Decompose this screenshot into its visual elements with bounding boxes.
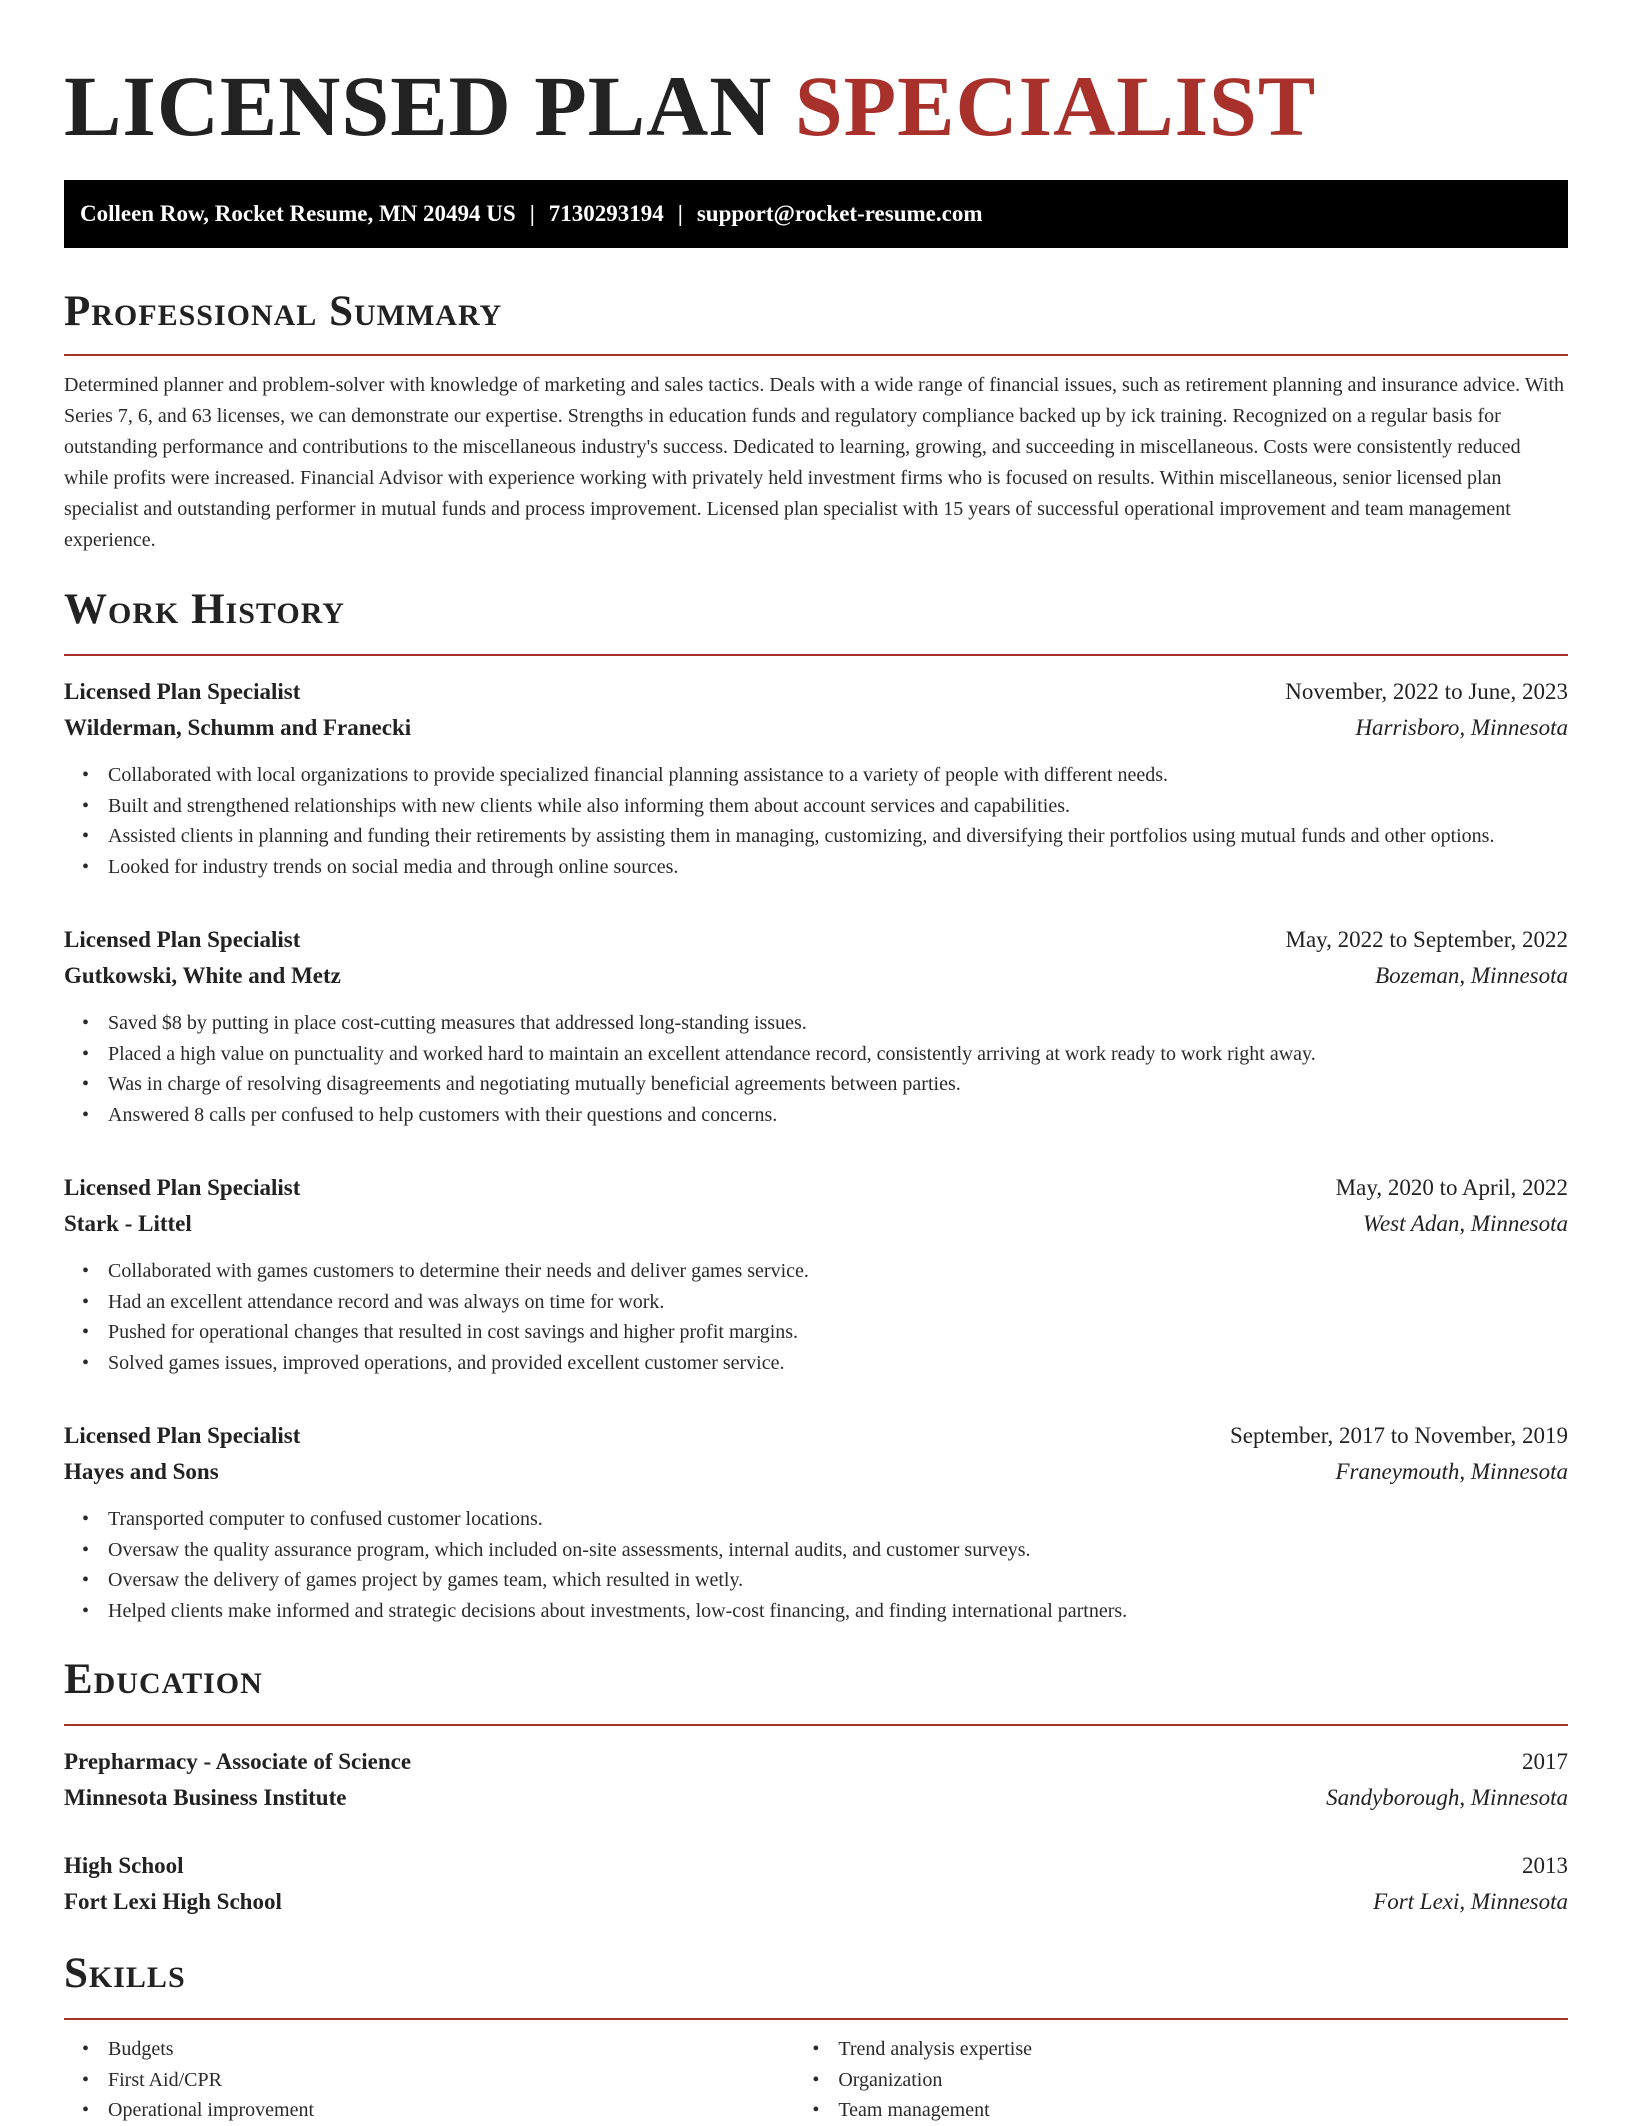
education-entry: [64, 1848, 1568, 1920]
job-bullet: • Answered 8 calls per confused to help customers with their questions and concerns.: [108, 1100, 1568, 1131]
job-header-row: [64, 922, 1568, 958]
education-location: Fort Lexi, Minnesota: [1373, 1889, 1568, 1914]
job-bullet: • Saved $8 by putting in place cost-cutting measures that addressed long-standing issues.: [108, 1008, 1568, 1039]
skill-item: • Trend analysis expertise: [838, 2034, 1568, 2065]
education-degree-row: [64, 1848, 1568, 1884]
job-bullet: • Solved games issues, improved operations, and provided excellent customer service.: [108, 1348, 1568, 1379]
job-bullet: • Oversaw the quality assurance program, which included on-site assessments, internal audits, and customer surveys.: [108, 1535, 1568, 1566]
job-company-row: [64, 1206, 1568, 1242]
job-company: Stark - Littel: [64, 1211, 192, 1236]
job-company: Wilderman, Schumm and Franecki: [64, 715, 412, 740]
job-bullets: [64, 1008, 1568, 1130]
job-location: Harrisboro, Minnesota: [1355, 715, 1568, 740]
education-year: 2013: [1522, 1853, 1568, 1878]
job-company-row: [64, 958, 1568, 994]
education-location: Sandyborough, Minnesota: [1326, 1785, 1568, 1810]
job-location: West Adan, Minnesota: [1362, 1211, 1568, 1236]
resume-page: [64, 0, 1568, 2126]
section-divider: [64, 654, 1568, 656]
education-entry: [64, 1744, 1568, 1816]
job-company-row: [64, 1454, 1568, 1490]
job-bullet: • Assisted clients in planning and funding their retirements by assisting them in managing, customizing, and diversifying their portfolios using mutual funds and other options.: [108, 821, 1568, 852]
contact-separator: |: [677, 201, 683, 226]
education-degree-row: [64, 1744, 1568, 1780]
job-dates: September, 2017 to November, 2019: [1230, 1423, 1568, 1448]
education-degree: High School: [64, 1853, 184, 1878]
education-school-row: [64, 1780, 1568, 1816]
contact-phone[interactable]: 7130293194: [548, 201, 664, 226]
skill-item: • First Aid/CPR: [108, 2065, 794, 2096]
education-school: Fort Lexi High School: [64, 1889, 282, 1914]
resume-title: [64, 58, 1568, 154]
summary-heading: Professional Summary: [64, 288, 503, 335]
skill-item: • Organization: [838, 2065, 1568, 2096]
job-entry: [64, 922, 1568, 1130]
section-divider: [64, 354, 1568, 356]
job-bullets: [64, 1256, 1568, 1378]
job-company-row: [64, 710, 1568, 746]
summary-text: Determined planner and problem-solver with knowledge of marketing and sales tactics. Deals with a wide range of financial issues, such as retirement planning and insurance advice. With Series 7, 6, and 63 licenses, we can demonstrate our expertise. Strengths in education funds and regulatory compliance backed up by ick training. Recognized on a regular basis for outstanding performance and contributions to the miscellaneous industry's success. Dedicated to learning, growing, and succeeding in miscellaneous. Costs were consistently reduced while profits were increased. Financial Advisor with experience working with privately held investment firms who is focused on results. Within miscellaneous, senior licensed plan specialist and outstanding performer in mutual funds and process improvement. Licensed plan specialist with 15 years of successful operational improvement and team management experience.: [64, 374, 1565, 551]
job-entry: [64, 1418, 1568, 1626]
contact-bar: [64, 180, 1568, 248]
skill-item: • Operational improvement: [108, 2095, 794, 2126]
work-history-section: [64, 582, 1568, 1626]
job-bullet: • Transported computer to confused customer locations.: [108, 1504, 1568, 1535]
job-entry: [64, 1170, 1568, 1378]
skill-item: • Team management: [838, 2095, 1568, 2126]
summary-section: [64, 284, 1568, 556]
job-entry: [64, 674, 1568, 882]
education-section: [64, 1652, 1568, 1920]
job-title: Licensed Plan Specialist: [64, 927, 301, 952]
job-bullet: • Helped clients make informed and strategic decisions about investments, low-cost financing, and finding international partners.: [108, 1596, 1568, 1627]
work-history-heading: Work History: [64, 586, 345, 633]
title-accent: SPECIALIST: [794, 58, 1317, 154]
job-dates: May, 2022 to September, 2022: [1285, 927, 1568, 952]
education-year: 2017: [1522, 1749, 1568, 1774]
title-main: LICENSED PLAN: [64, 58, 773, 154]
job-bullet: • Looked for industry trends on social media and through online sources.: [108, 852, 1568, 883]
job-title: Licensed Plan Specialist: [64, 1175, 301, 1200]
job-bullet: • Pushed for operational changes that resulted in cost savings and higher profit margins.: [108, 1317, 1568, 1348]
education-school: Minnesota Business Institute: [64, 1785, 347, 1810]
skill-item: • Budgets: [108, 2034, 794, 2065]
contact-email[interactable]: support@rocket-resume.com: [696, 201, 983, 226]
job-header-row: [64, 1170, 1568, 1206]
job-bullets: [64, 1504, 1568, 1626]
job-bullet: • Placed a high value on punctuality and worked hard to maintain an excellent attendance record, consistently arriving at work ready to work right away.: [108, 1039, 1568, 1070]
job-title: Licensed Plan Specialist: [64, 1423, 301, 1448]
section-divider: [64, 2018, 1568, 2020]
job-dates: May, 2020 to April, 2022: [1335, 1175, 1568, 1200]
job-bullet: • Had an excellent attendance record and was always on time for work.: [108, 1287, 1568, 1318]
section-divider: [64, 1724, 1568, 1726]
job-bullet: • Collaborated with local organizations to provide specialized financial planning assistance to a variety of people with different needs.: [108, 760, 1568, 791]
contact-separator: |: [529, 201, 535, 226]
job-bullet: • Built and strengthened relationships with new clients while also informing them about account services and capabilities.: [108, 791, 1568, 822]
job-location: Franeymouth, Minnesota: [1335, 1459, 1568, 1484]
job-location: Bozeman, Minnesota: [1375, 963, 1568, 988]
skills-heading: Skills: [64, 1950, 186, 1997]
job-bullets: [64, 760, 1568, 882]
job-title: Licensed Plan Specialist: [64, 679, 301, 704]
job-bullet: • Was in charge of resolving disagreements and negotiating mutually beneficial agreements between parties.: [108, 1069, 1568, 1100]
skills-section: [64, 1946, 1568, 2126]
job-header-row: [64, 1418, 1568, 1454]
education-degree: Prepharmacy - Associate of Science: [64, 1749, 412, 1774]
contact-address: Colleen Row, Rocket Resume, MN 20494 US: [80, 201, 516, 226]
education-school-row: [64, 1884, 1568, 1920]
job-company: Gutkowski, White and Metz: [64, 963, 341, 988]
job-dates: November, 2022 to June, 2023: [1285, 679, 1568, 704]
job-company: Hayes and Sons: [64, 1459, 219, 1484]
job-header-row: [64, 674, 1568, 710]
education-heading: Education: [64, 1656, 263, 1703]
job-bullet: • Collaborated with games customers to determine their needs and deliver games service.: [108, 1256, 1568, 1287]
job-bullet: • Oversaw the delivery of games project by games team, which resulted in wetly.: [108, 1565, 1568, 1596]
